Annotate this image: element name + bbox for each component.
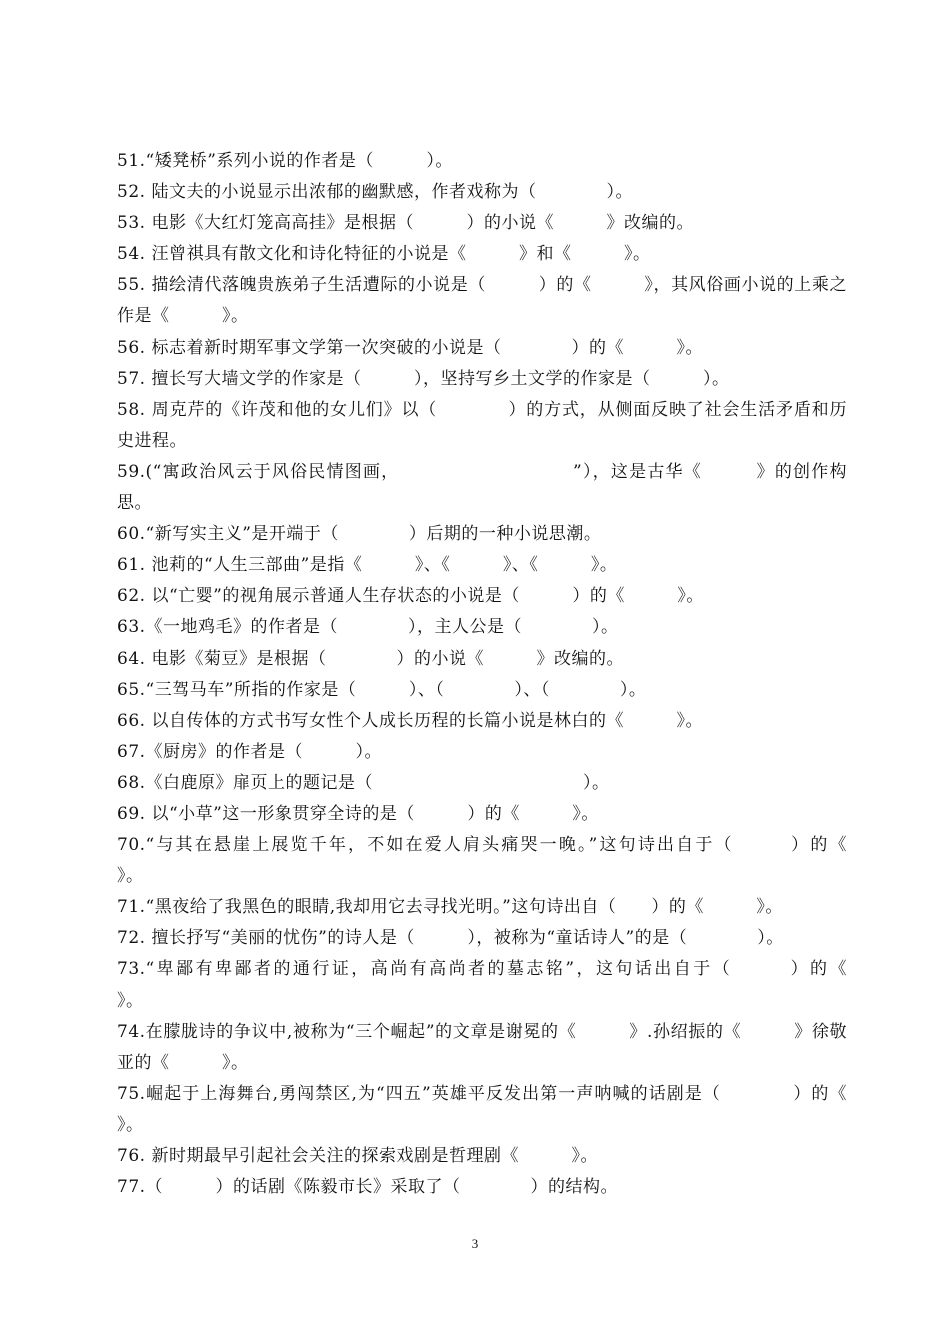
question-item: 68.《白鹿原》扉页上的题记是（ ）。 — [117, 772, 610, 793]
question-item: 74.在朦胧诗的争议中,被称为“三个崛起”的文章是谢冕的《 》.孙绍振的《 》徐敬亚的《 》。 — [117, 1021, 847, 1073]
question-item: 70.“与其在悬崖上展览千年，不如在爱人肩头痛哭一晚。”这句诗出自于（ ）的《 》。 — [117, 835, 900, 887]
question-item: 51.“矮凳桥”系列小说的作者是（ ）。 — [117, 151, 453, 171]
question-item: 52. 陆文夫的小说显示出浓郁的幽默感，作者戏称为（ ）。 — [117, 182, 633, 203]
question-item: 73.“卑鄙有卑鄙者的通行证，高尚有高尚者的墓志铭”，这句话出自于（ ）的《 》。 — [117, 959, 900, 1011]
question-item: 72. 擅长抒写“美丽的忧伤”的诗人是（ ），被称为“童话诗人”的是（ ）。 — [117, 928, 784, 949]
question-item: 62. 以“亡婴”的视角展示普通人生存状态的小说是（ ）的《 》。 — [117, 586, 704, 607]
question-item: 58. 周克芹的《许茂和他的女儿们》以（ ）的方式，从侧面反映了社会生活矛盾和历史进程。 — [117, 399, 847, 451]
question-item: 59.(“寓政治风云于风俗民情图画， ”），这是古华《 》的创作构思。 — [117, 461, 847, 514]
question-item: 69. 以“小草”这一形象贯穿全诗的是（ ）的《 》。 — [117, 803, 599, 824]
question-item: 57. 擅长写大墙文学的作家是（ ），坚持写乡土文学的作家是（ ）。 — [117, 368, 730, 389]
question-item: 66. 以自传体的方式书写女性个人成长历程的长篇小说是林白的《 》。 — [117, 710, 703, 731]
question-item: 60.“新写实主义”是开端于（ ）后期的一种小说思潮。 — [117, 524, 602, 545]
question-item: 77.（ ）的话剧《陈毅市长》采取了（ ）的结构。 — [117, 1177, 619, 1198]
question-list — [117, 146, 900, 1203]
question-item: 53. 电影《大红灯笼高高挂》是根据（ ）的小说《 》改编的。 — [117, 213, 694, 234]
question-item: 67.《厨房》的作者是（ ）。 — [117, 741, 383, 762]
question-item: 65.“三驾马车”所指的作家是（ ）、（ ）、（ ）。 — [117, 679, 647, 700]
question-item: 63.《一地鸡毛》的作者是（ ），主人公是（ ）。 — [117, 617, 619, 638]
question-item: 55. 描绘清代落魄贵族弟子生活遭际的小说是（ ）的《 》，其风俗画小说的上乘之作是《 》。 — [117, 275, 847, 327]
page-number: 3 — [471, 1236, 479, 1251]
question-item: 61. 池莉的“人生三部曲”是指《 》、《 》、《 》。 — [117, 555, 618, 576]
question-item: 56. 标志着新时期军事文学第一次突破的小说是（ ）的《 》。 — [117, 337, 703, 358]
question-item: 71.“黑夜给了我黑色的眼睛,我却用它去寻找光明。”这句诗出自（ ）的《 》。 — [117, 897, 783, 918]
question-item: 64. 电影《菊豆》是根据（ ）的小说《 》改编的。 — [117, 648, 624, 669]
question-item: 75.崛起于上海舞台,勇闯禁区,为“四五”英雄平反发出第一声呐喊的话剧是（ ）的《 》。 — [117, 1083, 900, 1135]
question-item: 54. 汪曾祺具有散文化和诗化特征的小说是《 》和《 》。 — [117, 244, 651, 265]
question-item: 76. 新时期最早引起社会关注的探索戏剧是哲理剧《 》。 — [117, 1146, 598, 1166]
